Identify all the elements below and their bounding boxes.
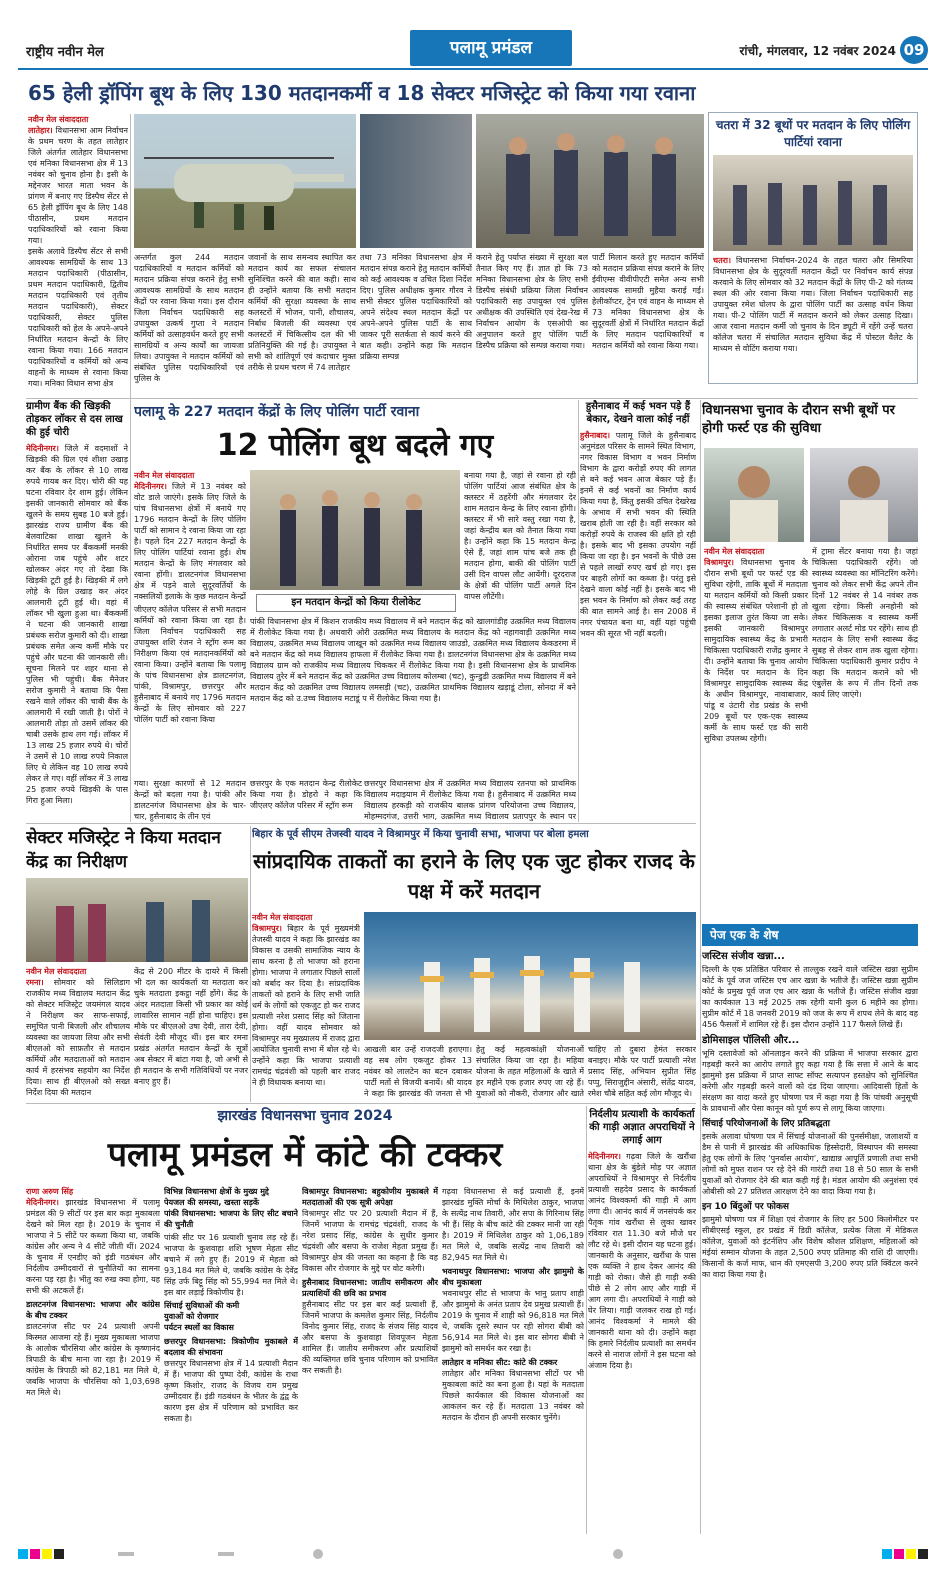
top-story-col5: कराने हेतु पर्याप्त संख्या में सुरक्षा बल तैनात किए गए हैं। ज्ञात हो कि 73 मनिका विधानसभा क्षेत्र के लिए सभी डिस्पैच संबंधी प्रक्रिया जिला निर्वाचन पदाधिकारी सह उपायुक्त एवं पुलिस अधीक्षक की उपस्थिति एवं देख-रेख में निर्वाचन आयोग के एसओपी का अनुपालन करते हुए पोलिंग पार्टी डिस्पैच प्रक्रिया को सम्पन्न कराया गया। — [476, 253, 588, 350]
health-col1 — [704, 546, 808, 920]
election-point-3: पांकी विधानसभा: भाजपा के लिए सीट बचाने की चुनौती — [164, 1209, 298, 1229]
body-text: इसके अलावे डिस्पैच सेंटर से सभी आवश्यक सामग्रियों के साथ 13 मतदान पदाधिकारी (पीठासीन, प्रथम मतदान पदाधिकारी, द्वितीय मतदान पदाधिकारी एवं तृतीय मतदान पदाधिकारी), सेक्टर पदाधिकारी, सेक्टर पुलिस पदाधिकारी को हेल के अपने-अपने निर्धारित मतदान केन्द्रों के लिए रवाना किया गया। 166 मतदान पदाधिकारियों व कर्मियों को अन्य वाहनों के माध्यम से रवाना किया गया। मनिका विधान सभा क्षेत्र — [28, 247, 128, 388]
election-point2-3: पर्यटन स्थलों का विकास — [164, 1323, 234, 1332]
health-photo-1 — [704, 448, 804, 542]
divider — [700, 400, 701, 1534]
byline: नवीन मेल संवाददाता — [28, 115, 89, 124]
election-col3-body: विश्रामपुर सीट पर 20 प्रत्याशी मैदान में हैं, जिनमें भाजपा के रामचंद्र चंद्रवंशी, राजद के नरेश प्रसाद सिंह, कांग्रेस के सुधीर कुमार चंद्रवंशी और बसपा के राजेश मेहता प्रमुख हैं। विश्रामपुर क्षेत्र की जनता का कहना है कि वह विकास और रोजगार के मुद्दे पर वोट करेगी। — [302, 1209, 438, 1273]
election-col4-body: गढ़वा विधानसभा से कई प्रत्याशी हैं, इनमें झारखंड मुक्ति मोर्चा के मिथिलेश ठाकुर, भाजपा के सत्येंद्र नाथ तिवारी, और सपा के गिरिनाथ सिंह भी हैं। सिंह के बीच कांटे की टक्कर मानी जा रही है। 2019 में मिथिलेश ठाकुर को 1,06,189 मत मिले थे, जबकि सत्येंद्र नाथ तिवारी को 82,945 मत मिले थे। — [442, 1187, 584, 1262]
continued-item2-body: भूमि दस्तावेजों को ऑनलाइन करने की प्रक्रिया में भाजपा सरकार द्वारा गड़बड़ी करने का आरोप लगाते हुए कहा गया है कि सत्ता में आने के बाद झामुमो इस प्रक्रिया में प्राप्त साफ्ट सॉफ्ट सत्यापन हस्तक्षेप को सुनिश्चित करेगी और गड़बड़ी करने वालों को दंड दिया जाएगा। आदिवासी हितों के संरक्षण का वादा करते हुए घोषणा पत्र में कहा गया है कि पांचवी अनुसूची के प्रावधानों और पेसा कानून को पूर्ण रूप से लागू किया जाएगा। — [702, 1049, 918, 1113]
lead-text: विधानसभा आम निर्वाचन के प्रथम चरण के तहत लातेहार जिले अंतर्गत लातेहार विधानसभा एवं मनिका विधानसभा क्षेत्र में 13 नवंबर को चुनाव होना है। इसी के मद्देनजर भारत माता भवन के प्रांगण में बनाए गए डिस्पैच सेंटर से 65 हेली ड्रॉपिंग बूथ के लिए 148 पीठासीन, प्रथम मतदान पदाधिकारियों को रवाना किया गया। — [28, 126, 128, 245]
dateline-place: लातेहार। — [28, 126, 53, 135]
page-number: 09 — [900, 36, 928, 64]
divider — [26, 398, 918, 399]
top-story-col6: पार्टी मिलान करते हुए मतदान कर्मियों को मतदान प्रक्रिया संपन्न कराने के लिए ईवीएम्स वीवीपीएटी समेत अन्य सभी आवश्यक सामग्री मुहैया कराई गई। हेलीकॉप्टर, ट्रेन एवं वाहन के माध्यम से 73 मनिका विधानसभा क्षेत्र के सुदूरवर्ती क्षेत्रों में निर्धारित मतदान केंद्रों के लिए मतदान पदाधिकारियों व मतदान कर्मियों को रवाना किया गया। — [592, 253, 704, 350]
continued-item4-title: इन 10 बिंदुओं पर फोकस — [702, 1202, 789, 1212]
health-byline: नवीन मेल संवाददाता — [704, 547, 765, 556]
staff-photo — [476, 114, 704, 248]
booth-col2b: छत्तरपुर विधानसभा क्षेत्र में उत्क्रमित मध्य विद्यालय रतनपा को प्राथमिक विद्यालय मदाइयाम में रीलोकेट किया गया है। हुसैनाबाद में उत्क्रमित मध्य विद्यालय हरकड़ी को राजकीय बालक प्रांगण परियोजना उच्च विद्यालय, मोहम्मदगंज, उत्तरी भाग, उत्क्रमित मध्य विद्यालय प्रतापपुर के स्थान पर — [364, 779, 576, 821]
relocate-body: पांकी विधानसभा क्षेत्र में किशन राजकीय मध्य विद्यालय में बने मतदान केंद्र को खालगांडीह उत्क्रमित मध्य विद्यालय में रीलोकेट किया गया है। अथवारी ओरी उत्क्रमित मध्य विद्यालय के मतदान केंद्र को नहागवाड़ी उत्क्रमित मध्य विद्यालय, उत्क्रमित मध्य विद्यालय जाखून को उत्क्रमित मध्य विद्यालय जाउडो, उत्क्रमित मध्य विद्यालय केकडरमा में बने मतदान केंद्र को मध्य विद्यालय हाफला में रीलोकेट किया गया है। डालटनगंज विधानसभा क्षेत्र के उत्क्रमित मध्य विद्यालय ग्राम को राजकीय मध्य विद्यालय चिककर में रीलोकेट किया गया है। इसी विधानसभा क्षेत्र के प्राथमिक विद्यालय तुरेर में बने मतदान केंद्र को उत्क्रमित उच्च विद्यालय कोलम्बा (चट), कुन्डुडी उत्क्रमित मध्य विद्यालय में बने मतदान केंद्र को उत्क्रमित उच्च विद्यालय लमसड़ी (चट), उत्क्रमित प्राथमिक विद्यालय खड़ाडूं टोला, सोनदा में बने मतदान केंद्र को उ.उच्च विद्यालय मटाडूं प में रीलोकेट किया गया है। — [250, 617, 576, 703]
election-col2-sub-body: छत्तरपुर विधानसभा क्षेत्र में 14 प्रत्याशी मैदान में हैं। भाजपा की पुष्पा देवी, कांग्रेस के राधा कृष्ण किशोर, राजद के विजय राम प्रमुख उम्मीदवार हैं। इंडी गठबंधन के भीतर के द्वंद्व के कारण इस क्षेत्र में परिणाम को प्रभावित कर सकता है। — [164, 1359, 298, 1423]
election-col3-body2: हुसैनाबाद सीट पर इस बार कई प्रत्याशी हैं, जिनमें भाजपा के कमलेश कुमार सिंह, निर्दलीय विनोद कुमार सिंह, राजद के संजय सिंह यादव और बसपा के कुशवाहा शिवपूजन मेहता शामिल हैं। जातीय समीकरण और प्रत्याशियों की व्यक्तिगत छवि चुनाव परिणाम को प्रभावित कर सकती है। — [302, 1300, 438, 1375]
masthead-rule — [18, 68, 928, 70]
top-story-col1 — [28, 114, 128, 396]
rjd-col1 — [252, 912, 360, 1100]
divider — [130, 114, 131, 822]
divider — [578, 400, 579, 822]
election-col4-sub2: लातेहार व मनिका सीट: कांटे की टक्कर — [442, 1358, 558, 1367]
election-headline: पलामू प्रमंडल में कांटे की टक्कर — [107, 1135, 503, 1175]
masthead — [18, 30, 928, 70]
election-col1-sub-body: डालटनगंज सीट पर 24 प्रत्याशी अपनी किस्मत आजमा रहे हैं। मुख्य मुकाबला भाजपा के आलोक चौरसिया और कांग्रेस के कृष्णानंद त्रिपाठी के बीच माना जा रहा है। 2019 में कांग्रेस के त्रिपाठी को 82,181 मत मिले थे, जबकि भाजपा के चौरसिया को 1,03,698 मत मिले थे। — [26, 1322, 160, 1397]
top-story-headline: 65 हेली ड्रॉपिंग बूथ के लिए 130 मतदानकर्मी व 18 सेक्टर मजिस्ट्रेट को किया गया रवाना — [28, 81, 696, 105]
booth-col1c: गया। सुरक्षा कारणों से 12 मतदान केन्द्रों को बदला गया है। पांकी और डालटनगंज विधानसभा क्षेत्र के चार-चार, हुसैनाबाद के तीन एवं — [134, 779, 246, 821]
election-point2-2: युवाओं को रोजगार — [164, 1312, 219, 1321]
booth-byline: नवीन मेल संवाददाता — [134, 471, 195, 480]
election-col1-text: झारखंड विधानसभा में पलामू प्रमंडल की 9 सीटों पर इस बार कड़ा मुकाबला देखने को मिल रहा है। 2019 के चुनाव में भाजपा ने 5 सीटें पर कब्जा किया था, जबकि कांग्रेस और अन्य ने 4 सीटें जीती थीं। 2024 के चुनाव में एनडीए को इंडी गठबंधन और निर्दलीय उम्मीदवारों से चुनौतियों का सामना करना पड़ रहा है। भीतु का रुख क्या होगा, यह सभी की अटकलें हैं। — [26, 1198, 160, 1295]
sector-photo — [26, 878, 248, 962]
booth-col1 — [134, 470, 246, 600]
health-col1-text: विधानसभा चुनाव के दौरान सभी बूथों पर फर्स्ट एड की सुविधा रहेगी, ताकि बूथों में मतदाता या मतदान कर्मियों को किसी प्रकार की स्वास्थ्य संबंधित परेशानी हो तो इसका इलाज तुरंत किया जा सके। इसकी जानकारी विश्रामपुर सामुदायिक स्वास्थ्य केंद्र के प्रभारी चिकित्सा पदाधिकारी राजेंद्र कुमार ने दी। उन्होंने बताया कि चुनाव आयोग के निर्देश पर मतदान के दिन विश्रामपुर सामुदायिक स्वास्थ्य केंद्र के अधीन विश्रामपुर, नावाबाजार, पांडू व उंटारी रोड प्रखंड के सभी 209 बूथों पर एक-एक स्वास्थ्य कर्मी के साथ फर्स्ट एड की सारी सुविधा उपलब्ध रहेगी। — [704, 558, 808, 743]
continued-item1-body: दिल्ली के एक प्रतिष्ठित परिवार से ताल्लुक रखने वाले जस्टिस खन्ना सुप्रीम कोर्ट के पूर्व जज जस्टिस एच आर खन्ना के भतीजे हैं। जस्टिस खन्ना सुप्रीम कोर्ट के प्रमुख पूर्व जज एच आर खन्ना के भतीजे हैं। जस्टिस संजीव खन्ना का कार्यकाल 13 मई 2025 तक रहेगी यानी कुल 6 महीने का होगा। सुप्रीम कोर्ट में 18 जनवरी 2019 को जज के रूप में शपथ लेने के बाद वह 456 फैसलों में शामिल रहे हैं। इस दौरान उन्होंने 117 फैसले लिखे हैं। — [702, 965, 918, 1029]
sector-col1-text: सोमवार को सिलिडाग राजकीय मध्य विद्यालय मतदान केंद्र को सेक्टर मजिस्ट्रेट जयमंगल यादव ने निरीक्षण कर साफ-सफाई, समुचित पानी बिजली और शौचालय व्यवस्था का जायजा लिया और सभी बीएलओ को साफ़तौर से मतदान कर्मियों और मतदाताओं को मतदान कार्य में हरसंभव सहयोग का निर्देश दिया। साथ ही बीएलओ को सख्त निर्देश दिया की मतदान — [26, 978, 130, 1097]
print-color-bar — [18, 1546, 928, 1560]
election-col3-sub: विश्रामपुर विधानसभा: बहुकोणीय मुकाबले में मतदाताओं की एक सूत्री अपेक्षा — [302, 1187, 438, 1207]
sector-col2: केंद्र से 200 मीटर के दायरे में किसी भी दल का कार्यकर्ता या मतदाता कर चुके मतदाता इकट्ठा नहीं होंगे। केंद्र के अंदर मतदाता किसी भी प्रकार का कोई लावारिस सामान नहीं होना चाहिए। इस मौके पर बीएलओ उषा देवी, तारा देवी, सेवंती देवी मौजूद थीं। इस बार रमना प्रखंड अंतर्गत मतदान केन्द्रों के सूत्रों अब सेक्टर में बांटा गया है, जो अभी से ही मतदान के सभी गतिविधियों पर नजर बनाए हुए हैं। — [134, 967, 248, 1086]
booth-headline: 12 पोलिंग बूथ बदले गए — [216, 428, 494, 463]
rally-photo — [364, 912, 696, 1040]
election-col2-body: पांकी सीट पर 16 प्रत्याशी चुनाव लड़ रहे हैं। भाजपा के कुशवाहा शशि भूषण मेहता सीट बचाने में लगे हुए हैं। 2019 में मेहता को 93,184 मत मिले थे, जबकि कांग्रेस के देवेंद्र सिंह उर्फ बिट्टू सिंह को 55,994 मत मिले थे। इस बार लड़ाई त्रिकोणीय है। — [164, 1233, 298, 1297]
divider — [26, 823, 696, 824]
sector-dateline: रमना। — [26, 978, 44, 987]
chatra-body-text: विधानसभा निर्वाचन-2024 के तहत चतरा और सिमरिया विधानसभा क्षेत्र के सुदूरवर्ती मतदान केंद्रों पर निर्वाचन कार्य संपन्न करवाने के लिए सोमवार को 32 मतदान केंद्रों के लिए पी-2 को गंतव्य स्थल की ओर रवाना किया गया। जिला निर्वाचन पदाधिकारी सह उपायुक्त रमेश घोलप के द्वारा पोलिंग पार्टी का उत्साह वर्धन किया गया। पी-2 पोलिंग पार्टी में मतदान कराने को लेकर उत्साह दिखा। आज रवाना मतदान कर्मी जो चुनाव के दिन ड्यूटी में रहेंगे उन्हें चतरा कॉलेज चतरा में संचालित मतदान सुविधा केंद्र में पोस्टल वैलेट के माध्यम से वोटिंग कराया गया। — [713, 256, 913, 353]
dateline: रांची, मंगलवार, 12 नवंबर 2024 — [739, 44, 896, 58]
divider — [250, 826, 251, 1102]
continued-item2-title: डोमिसाइल पॉलिसी और... — [702, 1035, 800, 1046]
sector-byline: नवीन मेल संवाददाता — [26, 967, 87, 976]
continued-item3-body: इसके अलावा घोषणा पत्र में सिंचाई योजनाओं की पुनर्समीक्षा, जलाशयों व डैम से पानी में झारखंड की अधिकाधिक हिस्सेदारी, विस्थापन की समस्या हेतु एक लोगों के लिए 'पुनर्वास आयोग', खाद्यान्न आपूर्ति प्रणाली तथा सभी लोगों को मुफ्त राशन पर रहे देने की गारंटी तथा 18 से 50 साल के सभी युवाओं को रोजगार देने की बात कही गई है। मंडल आयोग की अनुशंसा एवं ओबीसी को 27 प्रतिशत आरक्षण देने का वादा किया गया है। — [702, 1132, 918, 1196]
booth-dateline: मेदिनीनगर। — [134, 482, 167, 491]
election-point2-1: सिंचाई सुविधाओं की कमी — [164, 1301, 240, 1310]
election-col4-sub: भवनाथपुर विधानसभा: भाजपा और झामुमो के बीच मुकाबला — [442, 1267, 584, 1287]
bhawan-body: पलामू जिले के हुसैनाबाद अनुमंडल परिसर के सामने स्थित विभाग, नगर विकास विभाग व भवन निर्माण विभाग के द्वारा करोड़ों रुपए की लागत से बने कई भवन आज बेकार पड़े हैं। इनमें से कई भवनों का निर्माण कार्य किया गया है, किंतु इसकी उचित देखरेख के अभाव में सभी भवन की स्थिति खराब होती जा रही है। वहीं सरकार को करोड़ों रुपये के राजस्व की क्षति हो रही है। इसके बाद भी इसका उपयोग नहीं किया जा रहा है। इन भवनों के पीछे उस से पहले लाखों रुपए खर्च हो गए। इस पर बाहरी लोगों का कब्जा है। परंतु इसे देखने वाला कोई नहीं है। इसके बाद भी इस भवन के निर्माण को लेकर कई तरह की बात सामने आई है। सन 2008 में नगर पंचायत बना था, वहीं यहां पहुंची भवन की सूरत भी नहीं बदली। — [580, 431, 696, 638]
election-kicker: झारखंड विधानसभा चुनाव 2024 — [217, 1108, 393, 1124]
bank-body: जिले में वदमाशों ने खिड़की की ग्रिल एवं शीशा उखाड़ कर बैंक के लॉकर से 10 लाख रुपये गायब कर दिए। चोरी की यह घटना रविवार देर शाम हुई। लेकिन इसकी जानकारी सोमवार को बैंक खुलने के समय सुबह 10 बजे हुई। झारखंड राज्य ग्रामीण बैंक की बेलवाटिका शाखा खुलने के निर्धारित समय पर बैंककर्मी मनकी ओराना जब पहुंचे और शटर खोलकर अंदर गए तो देखा कि खिड़की टूटी हुई है। खिड़की में लगे लोहे के ग्रिल उखाड़ कर अंदर आलमारी टूटी हुई थी। वहां में लॉकर भी खुला हुआ था। बैंककर्मी ने घटना की जानकारी शाखा प्रबंधक सरोज कुमारी को दी। शाखा प्रबंधक समेत अन्य कर्मी मौके पर पहुंचे और घटना की जानकारी ली। सूचना मिलने पर शहर थाना से पुलिस भी पहुंची। बैंक मैनेजर सरोज कुमारी ने बताया कि पैसा रखने वाले लॉकर की चाबी बैंक के आलमारी में रखी जाती है। पोरों ने आलमारी तोड़ा तो उसमें लॉकर की चाबी उसके हाथ लग गई। लॉकर में 13 लाख 25 हजार रुपये थे। चोरों ने उसमें से 10 लाख रुपये निकाल लिए थे लेकिन वह 10 लाख रुपये लेकर ले गए। वहीं लॉकर में 3 लाख 25 हजार रुपये खिड़की के पास गिरा हुआ मिला। — [26, 444, 128, 805]
helicopter-photo — [134, 114, 356, 248]
train-photo — [360, 114, 472, 248]
gadi-body: गढ़वा जिले के खरौंधा थाना क्षेत्र के बुंडेले मोड़ पर अज्ञात अपराधियों ने विश्रामपुर से निर्दलीय प्रत्याशी सहदेव प्रसाद के कार्यकर्ता आनंद विश्वकर्मा की गाड़ी में आग लगा दी। आनंद कार्य में जनसंपर्क कर पैतृक गांव खरौंधा से लुका खावर रविवार रात 11.30 बजे मौजे घर लौट रहे थे। इसी दौरान यह घटना हुई। जानकारी के अनुसार, खरौंधा के पास एक व्यक्ति ने हाथ देकर आनंद की गाड़ी को रोका। जैसे ही गाड़ी रुकी पीछे से 2 लोग आए और गाड़ी में आग लगा दी। अपराधियों ने गाड़ी को घेर लिया। गाड़ी जलकर राख हो गई। आनंद विश्वकर्मा ने मामले की जानकारी थाना को दी। उन्होंने कहा कि हमारे निर्दलीय प्रत्याशी का समर्थन करने से नाराज लोगों ने इस घटना को अंजाम दिया है। — [588, 1152, 696, 1370]
paper-name: राष्ट्रीय नवीन मेल — [26, 45, 104, 60]
health-headline: विधानसभा चुनाव के दौरान सभी बूथों पर होगी फर्स्ट एड की सुविधा — [702, 403, 895, 436]
top-story-col4: तथा 73 मनिका विधानसभा क्षेत्र में मतदान संपन्न कराने हेतु मतदान कर्मियों को कई आवश्यक व उचित दिशा निर्देश दिए। पुलिस अधीक्षक कुमार गौरव ने सभी सेक्टर पुलिस पदाधिकारियों को अपने संदेश्य स्थल मतदान केंद्रों पर अपने-अपने पुलिस पार्टी के साथ जाकर पूरी सतर्कता से कार्य करने की बात कही। उन्होंने कहा कि मतदान प्रक्रिया सम्पन्न — [360, 253, 472, 361]
gadi-headline: निर्दलीय प्रत्याशी के कार्यकर्ता की गाड़ी अज्ञात अपराधियों ने लगाई आग — [589, 1109, 695, 1146]
continued-item1-title: जस्टिस संजीव खन्ना... — [702, 951, 785, 962]
bank-story — [26, 400, 128, 820]
election-dateline: मेदिनीनगर। — [26, 1198, 59, 1207]
health-dateline: विश्रामपुर। — [704, 558, 734, 567]
election-col3 — [302, 1186, 438, 1534]
election-col1 — [26, 1186, 160, 1534]
divider — [586, 1106, 587, 1534]
divider — [26, 1103, 696, 1104]
bank-dateline: मेदिनीनगर। — [26, 444, 59, 453]
rjd-col1-text: बिहार के पूर्व मुख्यमंत्री तेजस्वी यादव ने कहा कि झारखंड का विकास व उसकी सामाजिक न्याय के साथ करना है तो भाजपा को हराना होगा। भाजपा ने लगातार पिछले सालों को बर्बाद कर दिया है। सांप्रदायिक ताकतों को हराने के लिए सभी जाति धर्म के लोगों को एकजुट हो कर राजद प्रत्याशी नरेश प्रसाद सिंह को जिताना होगा। वहीं यादव सोमवार को विश्रामपुर नय मुख्यालय में राजद द्वारा आयोजित चुनावी सभा में बोल रहे थे। उन्होंने कहा कि भाजपा प्रत्याशी रामचंद्र चंद्रवंशी को पहली बार राजद ने ही विधायक बनाया था। — [252, 924, 360, 1087]
election-col1-sub: डालटनगंज विधानसभा: भाजपा और कांग्रेस के बीच टक्कर — [26, 1300, 160, 1320]
booth-col2: बनाया गया है, जहां से रवाना हो रही पोलिंग पार्टियां आज संबंधित क्षेत्र के क्लस्टर में ठहरेंगी और मंगलवार देर शाम मतदान केन्द्र के लिए रवाना होंगी। क्लस्टर में भी सारे वस्तु रखा गया है, जहां केन्द्रीय बल को तैनात किया गया है। उन्होंने कहा कि 15 मतदान केन्द्र ऐसे हैं, जहां शाम पांच बजे तक ही मतदान होगा, बाकी की पोलिंग पार्टी उसी दिन वापस लौट आयेंगी। दूरदराज के क्षेत्रों की पोलिंग पार्टी अगले दिन वापस लौटेंगी। — [464, 471, 576, 600]
rjd-headline: सांप्रदायिक ताकतों का हराने के लिए एक जुट होकर राजद के पक्ष में करें मतदान — [253, 849, 695, 903]
continued-items — [702, 950, 918, 1534]
election-col4-body3: लातेहार और मनिका विधानसभा सीटों पर भी मुकाबला कांटे का बना हुआ है। यहां के मतदाता पिछले कार्यकाल की विकास योजनाओं का आकलन कर रहे हैं। मतदाता 13 नवंबर को मतदान के दौरान ही अपनी सरकार चुनेंगे। — [442, 1369, 584, 1422]
top-story-col2: अन्तर्गत कुल 244 मतदान पदाधिकारियों व मतदान कर्मियों को मतदान प्रक्रिया संपन्न कराने हेतु सभी आवश्यक सामग्रियों के साथ मतदान केंद्रों पर रवाना किया गया। इस दौरान जिला निर्वाचन पदाधिकारी सह उपायुक्त उत्कर्ष गुप्ता ने मतदान कर्मियों को उत्साहवर्धन करते हुए सभी सामग्रियों व अन्य कार्यों का जायजा लिया। उपायुक्त ने मतदान कर्मियों को संबंधित पुलिस पदाधिकारियों एवं पुलिस के — [134, 253, 244, 383]
continued-heading-bar — [702, 924, 918, 946]
health-photo-2 — [810, 448, 918, 542]
sector-headline: सेक्टर मजिस्ट्रेट ने किया मतदान केंद्र का निरीक्षण — [26, 828, 221, 872]
gadi-story — [588, 1108, 696, 1484]
continued-item3-title: सिंचाई परियोजनाओं के लिए प्रतिबद्धता — [702, 1119, 830, 1129]
election-col4 — [442, 1186, 584, 1534]
continued-heading: पेज एक के शेष — [710, 928, 779, 942]
rjd-col4: चाहिए तो दुबारा हेमंत सरकार बनाइए। मौके पर पार्टी प्रत्याशी नरेश प्रसाद सिंह, अभियान सुप्रीत सिंह पप्पु, सिराजुद्दीन अंसारी, संतेंद्र यादव, रमेश चौबे सहित कई लोग मौजूद थे। — [588, 1045, 696, 1098]
rjd-dateline: विश्रामपुर। — [252, 924, 282, 933]
election-point-1: विभिन्न विधानसभा क्षेत्रों के मुख्य मुद्दे — [164, 1187, 269, 1196]
rjd-kicker: बिहार के पूर्व सीएम तेजस्वी यादव ने विश्रामपुर में किया चुनावी सभा, भाजपा पर बोला हमला — [252, 829, 589, 840]
gadi-dateline: मेदिनीनगर। — [588, 1152, 621, 1161]
rjd-col3: हेतु कई महत्वकांक्षी योजनाओं संचालित किया जा रहा है। महिया योजना के तहत महिलाओं के खाते में हर महीने एक हजार रुपए जा रहे हैं। युवाओं को नौकरी, रोजगार और खाते — [476, 1045, 584, 1098]
rjd-byline: नवीन मेल संवाददाता — [252, 913, 313, 922]
sector-col1 — [26, 966, 130, 1100]
chatra-headline: चतरा में 32 बूथों पर मतदान के लिए पोलिंग पार्टियां रवाना — [715, 118, 911, 149]
booth-col1b: जीएलए कॉलेज परिसर से सभी मतदान कर्मियों को रवाना किया जा रहा है। जिला निर्वाचन पदाधिकारी सह उपायुक्त शशि रंजन ने स्ट्रॉग रूम का निरीक्षण किया एवं मतदानकर्मियों को रवाना किया। उन्होंने बताया कि पलामू के पांच विधानसभा क्षेत्र डालटनगंज, पांकी, विश्रामपुर, छत्तरपुर और हुसैनाबाद में बनाये गए 1796 मतदान केन्द्रों के लिए सोमवार को 227 पोलिंग पार्टी को रवाना किया — [134, 605, 246, 724]
chatra-box — [708, 112, 918, 384]
relocate-heading-bar — [256, 594, 456, 612]
top-story-col3: जवानों के साथ समन्वय स्थापित कर मतदान कार्य का सफल संचालन सुनिश्चित करने की बात कही। साथ ही उन्होंने बताया कि सभी मतदान कर्मियों की सुरक्षा व्यवस्था के साथ कलस्टरों में भोजन, पानी, शौचालय, निर्बाध बिजली की व्यवस्था एवं कलस्टरों में चिकित्सीय दल की भी प्रतिनियुक्ति की गई है। उपायुक्त ने सभी को शांतिपूर्ण एवं कदाचार मुक्त तरीके से प्रथम चरण में 74 लातेहार — [248, 253, 356, 372]
election-byline: राणा अरुण सिंह — [26, 1187, 74, 1196]
bhawan-headline: हुसैनाबाद में कई भवन पड़े हैं बेकार, देखने वाला कोई नहीं — [585, 401, 691, 425]
booth-col1d: छत्तरपुर के एक मतदान केन्द्र रीलोकेट किया गया है। डोहरो ने कहा कि जीएलए कॉलेज परिसर में स्ट्रॉग रूम — [250, 779, 362, 810]
chatra-body — [713, 255, 913, 381]
health-col2: में ट्रामा सेंटर बनाया गया है। जहां चिकित्सा पदाधिकारी रहेंगे। जो स्वास्थ्य व्यवस्था का मॉनिटरिंग करेंगे। चुनाव को लेकर सभी केंद्र अपने तीन दिनों 12 नवंबर से 14 नवंबर तक खुला रहेगा। किसी अनहोनी को लेकर चिकित्सक व स्वास्थ्य कर्मी लगातार अलर्ट मोड पर रहेंगे। साथ ही मतदान के लिए सभी स्वास्थ्य केंद्र सुबह से लेकर शाम तक खुला रहेगा। चिकित्सा पदाधिकारी कुमार प्रदीप ने कहा कि मतदान कराने को भी एंबुलेंस के रूप में तीन दिनों तक कार्य लिए जाएंगे। — [812, 547, 918, 699]
election-col2-sub: छत्तरपुर विधानसभा: त्रिकोणीय मुकाबले में बदलाव की संभावना — [164, 1337, 298, 1357]
booth-kicker: पलामू के 227 मतदान केंद्रों के लिए पोलिंग पार्टी रवाना — [134, 404, 420, 420]
bank-headline: ग्रामीण बैंक की खिड़की तोड़कर लॉकर से दस लाख की हुई चोरी — [26, 401, 123, 438]
bhawan-story — [580, 400, 696, 820]
election-col2 — [164, 1186, 298, 1534]
relocate-heading: इन मतदान केन्द्रों को किया रीलोकेट — [291, 597, 421, 608]
election-point-2: पेयजल की समस्या, खस्ता सड़कें — [164, 1198, 260, 1207]
chatra-dateline: चतरा। — [713, 256, 732, 265]
bhawan-dateline: हुसैनाबाद। — [580, 431, 611, 440]
booth-photo — [250, 470, 460, 590]
section-title: पलामू प्रमंडल — [410, 30, 572, 66]
election-col3-sub2: हुसैनाबाद विधानसभा: जातीय समीकरण और प्रत्याशियों की छवि का प्रभाव — [302, 1278, 438, 1298]
continued-item4-body: झामुमो घोषणा पत्र में शिक्षा एवं रोजगार के लिए हर 500 किलोमीटर पर सीबीएसई स्कूल, हर प्रखंड में डिग्री कॉलेज, प्रत्येक जिला में मेडिकल कॉलेज, युवाओं को इंटर्नशिप और विशेष कौशल प्रशिक्षण, महिलाओं को मंईयां सम्मान योजना के तहत 2,500 रुपए प्रतिमाह की राशि दी जाएगी। किसानों के कर्ज माफ, धान की एमएसपी 3,200 रुपए प्रति क्विंटल करने का वादा किया गया है। — [702, 1215, 918, 1279]
booth-col1-text: जिले में 13 नवंबर को वोट डाले जाएंगे। इसके लिए जिले के पांच विधानसभा क्षेत्रों में बनाये गए 1796 मतदान केन्द्रों के लिए पोलिंग पार्टी को सामान दे रवाना किया जा रहा है। पहले दिन 227 मतदान केन्द्रों के लिए पोलिंग पार्टियां रवाना हुई। शेष मतदान केन्द्रों के लिए मंगलवार को रवाना होंगी। डालटनगंज विधानसभा क्षेत्र में पड़ने वाले सुदूरवर्तियों के नक्सलियों इलाके के कुछ मतदान केन्द्रों — [134, 482, 246, 600]
rjd-col2: आखली बार उन्हें राजदजी हराएगा। वह सब लोग एकजुट होकर 13 नवंबर को लालटेन का बटन दबाकर पार्टी मतों से विजयी बनायें। श्री यादव ने कहा कि झारखंड की जनता से भी — [364, 1045, 472, 1098]
election-col4-body2: भवनाथपुर सीट से भाजपा के भानु प्रताप शाही और झामुमो के अनंत प्रताप देव प्रमुख प्रत्याशी हैं। 2019 के चुनाव में शाही को 96,818 मत मिले थे, जबकि दूसरे स्थान पर रही सोगरा बीबी को 56,914 मत मिले थे। इस बार सोगरा बीबी ने झामुमो को समर्थन कर रखा है। — [442, 1289, 584, 1353]
chatra-photo — [713, 155, 913, 251]
